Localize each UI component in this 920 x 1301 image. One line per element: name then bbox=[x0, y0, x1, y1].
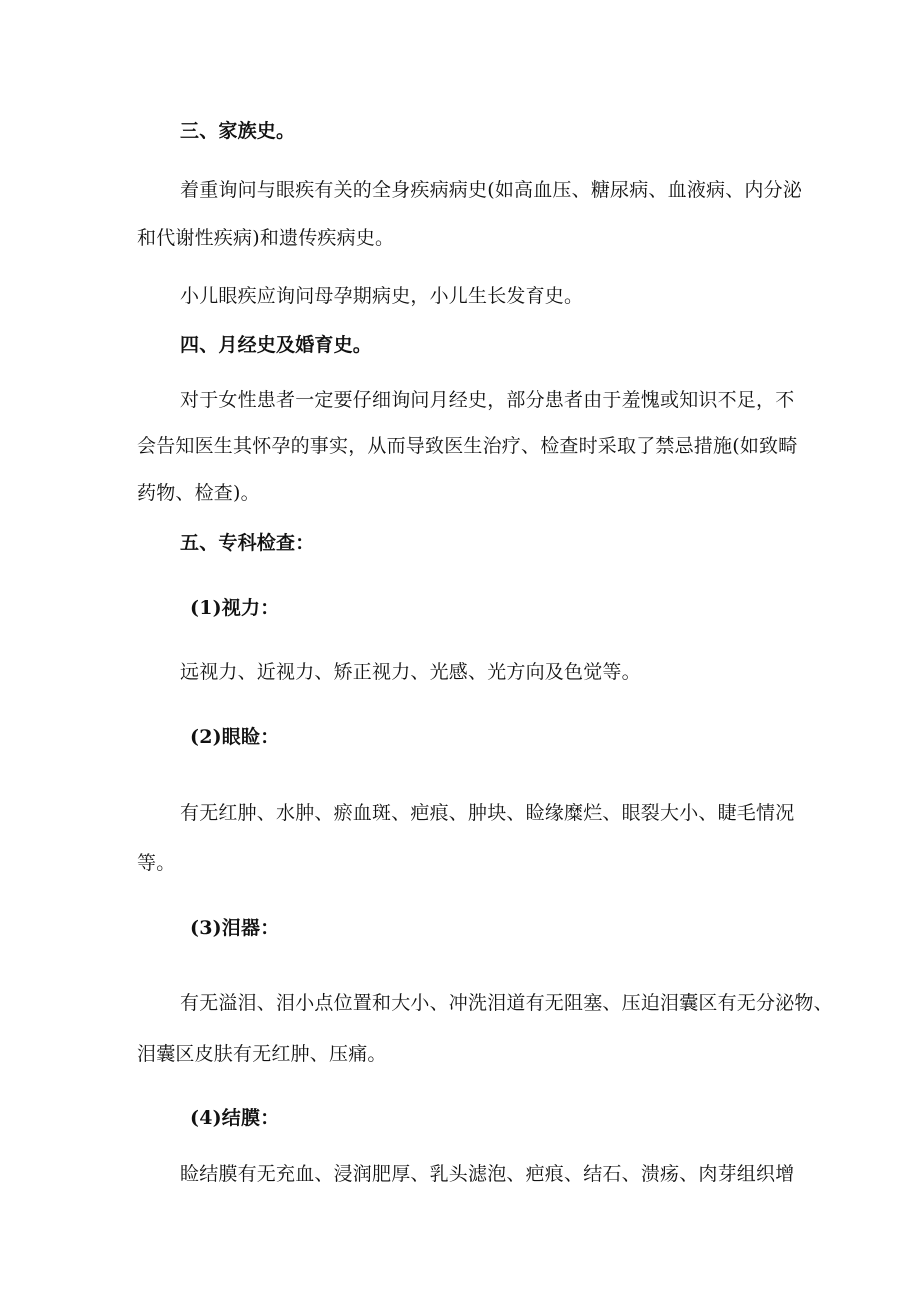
item-2-text-line-2: 等。 bbox=[137, 852, 176, 874]
item-4-text-line-1: 睑结膜有无充血、浸润肥厚、乳头滤泡、疤痕、结石、溃疡、肉芽组织增 bbox=[180, 1163, 795, 1185]
item-2-text-line-1: 有无红肿、水肿、瘀血斑、疤痕、肿块、睑缘糜烂、眼裂大小、睫毛情况 bbox=[180, 802, 795, 824]
item-1-heading: (1)视力： bbox=[190, 597, 280, 619]
section-3-paragraph-1-line-2: 和代谢性疾病)和遗传疾病史。 bbox=[137, 227, 395, 249]
section-4-paragraph-line-2: 会告知医生其怀孕的事实，从而导致医生治疗、检查时采取了禁忌措施(如致畸 bbox=[137, 435, 798, 457]
section-4-paragraph-line-3: 药物、检查)。 bbox=[137, 482, 260, 504]
section-5-heading: 五、专科检查： bbox=[180, 532, 315, 554]
section-3-paragraph-1-line-1: 着重询问与眼疾有关的全身疾病病史(如高血压、糖尿病、血液病、内分泌 bbox=[180, 179, 803, 201]
section-4-heading: 四、月经史及婚育史。 bbox=[180, 334, 373, 356]
item-1-text: 远视力、近视力、矫正视力、光感、光方向及色觉等。 bbox=[180, 661, 641, 683]
item-3-text-line-2: 泪囊区皮肤有无红肿、压痛。 bbox=[137, 1043, 387, 1065]
item-4-heading: (4)结膜： bbox=[190, 1107, 280, 1129]
section-3-paragraph-2: 小儿眼疾应询问母孕期病史，小儿生长发育史。 bbox=[180, 285, 584, 307]
section-3-heading: 三、家族史。 bbox=[180, 120, 296, 142]
item-2-heading: (2)眼睑： bbox=[190, 726, 280, 748]
item-3-text-line-1: 有无溢泪、泪小点位置和大小、冲洗泪道有无阻塞、压迫泪囊区有无分泌物、 bbox=[180, 992, 833, 1014]
item-3-heading: (3)泪器： bbox=[190, 917, 280, 939]
section-4-paragraph-line-1: 对于女性患者一定要仔细询问月经史，部分患者由于羞愧或知识不足，不 bbox=[180, 389, 795, 411]
